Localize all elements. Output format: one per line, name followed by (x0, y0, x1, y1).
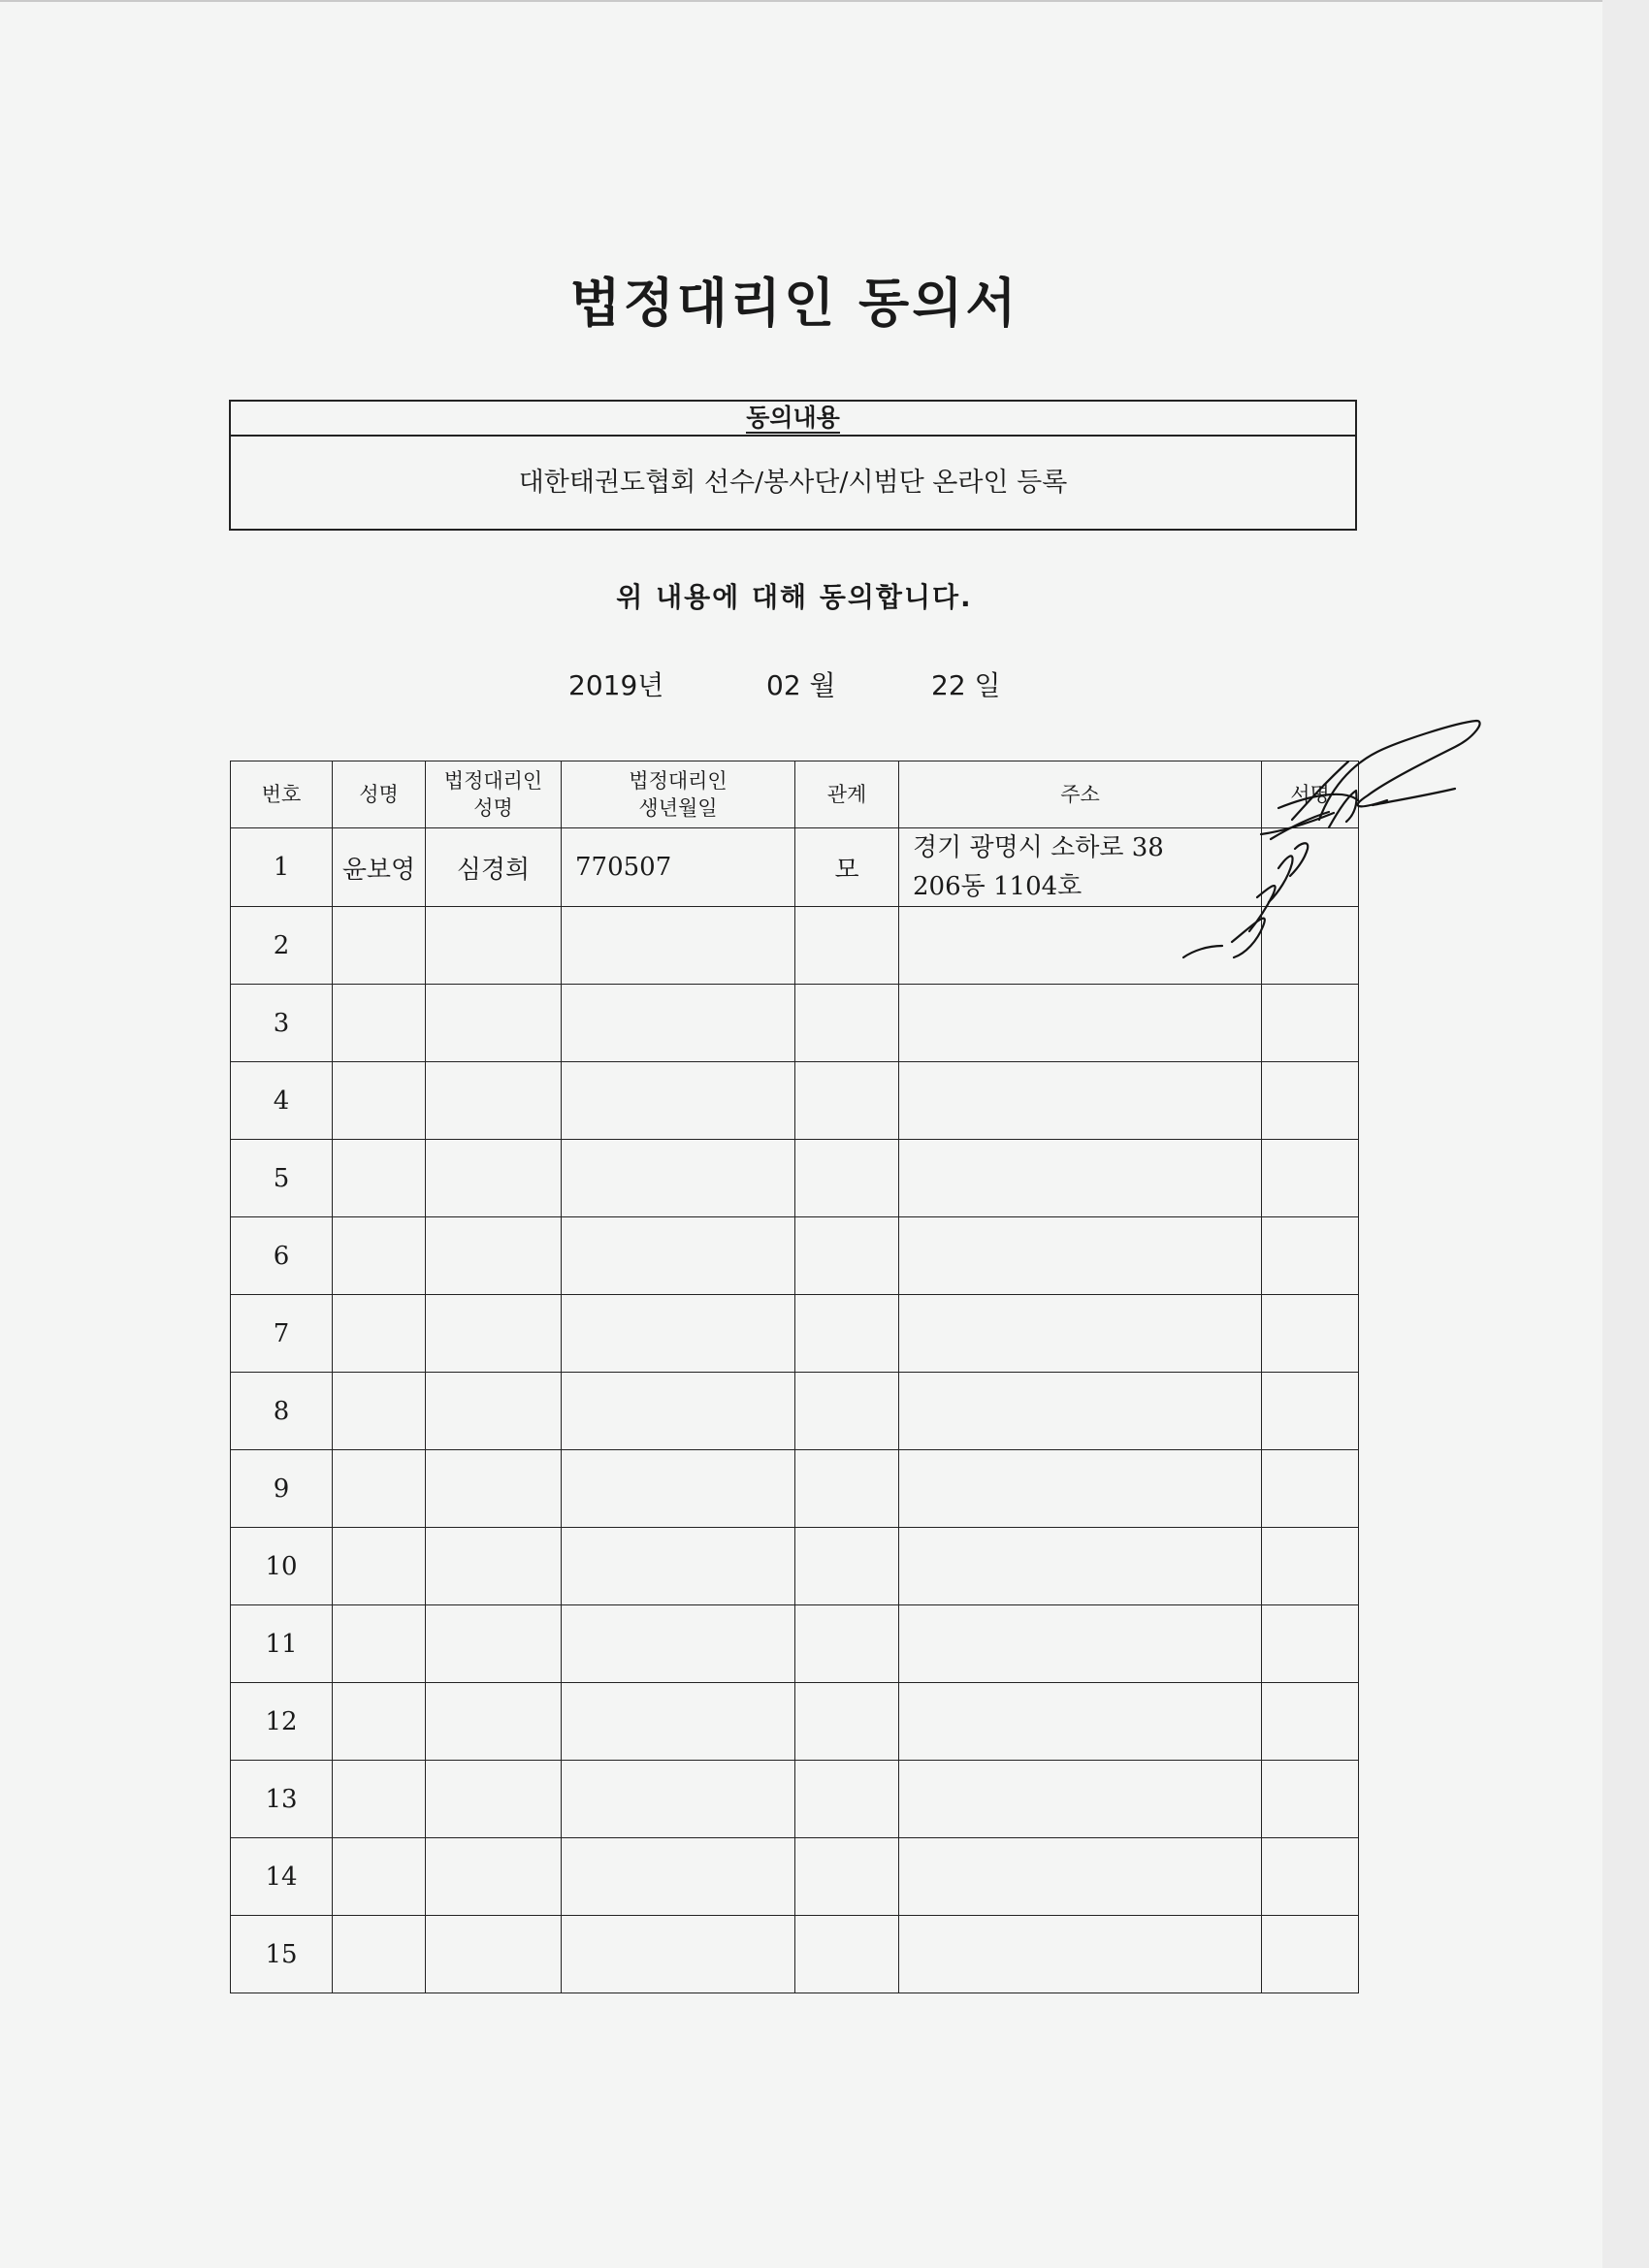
scan-top-edge (0, 0, 1649, 2)
cell-signature (1262, 1838, 1359, 1916)
cell-relation (795, 907, 899, 985)
cell-address (899, 1528, 1262, 1605)
header-no (231, 761, 333, 828)
cell-signature (1262, 907, 1359, 985)
cell-relation (795, 1450, 899, 1528)
cell-relation (795, 985, 899, 1062)
cell-address (899, 1373, 1262, 1450)
cell-address (899, 907, 1262, 985)
cell-no: 4 (231, 1062, 333, 1140)
cell-name (333, 1373, 426, 1450)
cell-no: 5 (231, 1140, 333, 1217)
cell-relation: 모 (795, 828, 899, 907)
cell-relation (795, 1062, 899, 1140)
roster-body (231, 828, 1359, 1993)
header-guardian-birth (562, 761, 795, 828)
cell-no: 3 (231, 985, 333, 1062)
cell-guardian-name (426, 1062, 562, 1140)
date-year: 2019년 (568, 669, 664, 701)
cell-address (899, 985, 1262, 1062)
header-label: 주소 (1060, 783, 1100, 806)
scan-right-margin (1602, 0, 1649, 2268)
cell-address (899, 1916, 1262, 1993)
cell-guardian-name (426, 1605, 562, 1683)
cell-signature (1262, 1217, 1359, 1295)
table-row (231, 828, 1359, 907)
cell-guardian-birth (562, 1295, 795, 1373)
table-row (231, 1528, 1359, 1605)
consent-header-label: 동의내용 (746, 404, 840, 432)
cell-guardian-birth (562, 1140, 795, 1217)
header-label: 관계 (826, 783, 867, 806)
cell-address (899, 1450, 1262, 1528)
cell-no: 15 (231, 1916, 333, 1993)
cell-relation (795, 1916, 899, 1993)
header-address (899, 761, 1262, 828)
header-label: 서명 (1290, 783, 1330, 806)
cell-name (333, 1605, 426, 1683)
consent-box (229, 400, 1357, 531)
cell-guardian-name (426, 1450, 562, 1528)
cell-signature (1262, 828, 1359, 907)
cell-address (899, 1761, 1262, 1838)
header-label: 성명 (473, 796, 513, 820)
cell-relation (795, 1605, 899, 1683)
cell-signature (1262, 1295, 1359, 1373)
cell-no: 7 (231, 1295, 333, 1373)
cell-no: 1 (231, 828, 333, 907)
cell-signature (1262, 1528, 1359, 1605)
table-row (231, 1295, 1359, 1373)
cell-guardian-name (426, 1528, 562, 1605)
cell-address (899, 1605, 1262, 1683)
cell-address (899, 1140, 1262, 1217)
header-signature (1262, 761, 1359, 828)
cell-guardian-birth: 770507 (562, 828, 795, 907)
cell-guardian-birth (562, 1062, 795, 1140)
table-row (231, 985, 1359, 1062)
cell-address (899, 1295, 1262, 1373)
cell-signature (1262, 1373, 1359, 1450)
cell-guardian-name (426, 1838, 562, 1916)
table-row (231, 1838, 1359, 1916)
cell-relation (795, 1140, 899, 1217)
cell-address (899, 828, 1262, 907)
cell-address (899, 1062, 1262, 1140)
cell-signature (1262, 1450, 1359, 1528)
cell-guardian-birth (562, 1373, 795, 1450)
header-label: 법정대리인 (629, 769, 728, 793)
cell-guardian-birth (562, 1916, 795, 1993)
cell-guardian-birth (562, 1683, 795, 1761)
cell-relation (795, 1295, 899, 1373)
cell-name (333, 1217, 426, 1295)
cell-name (333, 1450, 426, 1528)
cell-name (333, 1140, 426, 1217)
cell-no: 10 (231, 1528, 333, 1605)
cell-guardian-name (426, 1217, 562, 1295)
header-relation (795, 761, 899, 828)
cell-address (899, 1217, 1262, 1295)
cell-signature (1262, 1062, 1359, 1140)
consent-header (231, 402, 1355, 437)
cell-no: 13 (231, 1761, 333, 1838)
cell-guardian-birth (562, 1528, 795, 1605)
cell-guardian-birth (562, 985, 795, 1062)
cell-relation (795, 1683, 899, 1761)
cell-guardian-birth (562, 1217, 795, 1295)
cell-no: 11 (231, 1605, 333, 1683)
cell-signature (1262, 985, 1359, 1062)
agree-statement: 위 내용에 대해 동의합니다. (616, 581, 973, 613)
cell-guardian-name (426, 1761, 562, 1838)
cell-guardian-name (426, 1916, 562, 1993)
header-guardian-name (426, 761, 562, 828)
cell-signature (1262, 1683, 1359, 1761)
cell-relation (795, 1217, 899, 1295)
cell-name (333, 1683, 426, 1761)
cell-address (899, 1838, 1262, 1916)
cell-name (333, 1916, 426, 1993)
date-day: 22 일 (931, 669, 1001, 701)
cell-signature (1262, 1605, 1359, 1683)
cell-name (333, 1295, 426, 1373)
table-row (231, 1761, 1359, 1838)
cell-no: 6 (231, 1217, 333, 1295)
cell-name (333, 1528, 426, 1605)
cell-no: 8 (231, 1373, 333, 1450)
cell-name (333, 1838, 426, 1916)
cell-guardian-birth (562, 907, 795, 985)
cell-guardian-birth (562, 1450, 795, 1528)
table-row (231, 1140, 1359, 1217)
cell-no: 12 (231, 1683, 333, 1761)
cell-guardian-name (426, 1373, 562, 1450)
cell-no: 9 (231, 1450, 333, 1528)
header-name (333, 761, 426, 828)
cell-signature (1262, 1761, 1359, 1838)
cell-name: 윤보영 (333, 828, 426, 907)
table-header-row (231, 761, 1359, 828)
address-line-2: 206동 1104호 (913, 872, 1083, 901)
cell-guardian-name (426, 1295, 562, 1373)
address-line-1: 경기 광명시 소하로 38 (913, 833, 1164, 862)
date-month: 02 월 (766, 669, 836, 701)
table-row (231, 1450, 1359, 1528)
cell-guardian-name (426, 907, 562, 985)
table-row (231, 1916, 1359, 1993)
table-row (231, 907, 1359, 985)
cell-name (333, 1062, 426, 1140)
cell-guardian-name (426, 1140, 562, 1217)
cell-no: 14 (231, 1838, 333, 1916)
guardian-roster-table (230, 761, 1359, 1993)
cell-guardian-birth (562, 1605, 795, 1683)
cell-relation (795, 1761, 899, 1838)
cell-address (899, 1683, 1262, 1761)
cell-name (333, 1761, 426, 1838)
table-row (231, 1062, 1359, 1140)
table-row (231, 1605, 1359, 1683)
cell-relation (795, 1373, 899, 1450)
cell-relation (795, 1528, 899, 1605)
cell-signature (1262, 1140, 1359, 1217)
cell-relation (795, 1838, 899, 1916)
cell-guardian-birth (562, 1761, 795, 1838)
header-label: 생년월일 (638, 796, 718, 820)
cell-guardian-name: 심경희 (426, 828, 562, 907)
document-title: 법정대리인 동의서 (569, 273, 1019, 334)
cell-no: 2 (231, 907, 333, 985)
consent-body: 대한태권도협회 선수/봉사단/시범단 온라인 등록 (518, 468, 1068, 498)
cell-guardian-name (426, 985, 562, 1062)
table-row (231, 1217, 1359, 1295)
header-label: 법정대리인 (443, 769, 543, 793)
header-label: 성명 (359, 783, 399, 806)
header-label: 번호 (261, 783, 302, 806)
cell-signature (1262, 1916, 1359, 1993)
cell-guardian-name (426, 1683, 562, 1761)
cell-name (333, 907, 426, 985)
cell-name (333, 985, 426, 1062)
cell-guardian-birth (562, 1838, 795, 1916)
table-row (231, 1683, 1359, 1761)
table-row (231, 1373, 1359, 1450)
